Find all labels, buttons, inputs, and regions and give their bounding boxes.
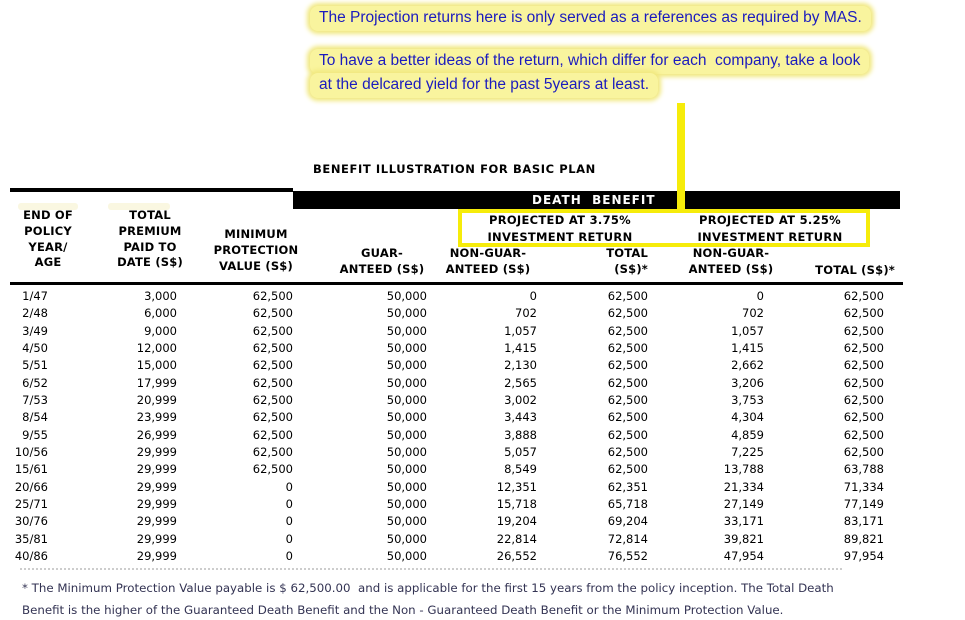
table-cell: 33,171 <box>723 514 764 529</box>
footnote-line-1: * The Minimum Protection Value payable is $ 62,500.00 and is applicable for the first 15 years from the policy inception. The Total Death <box>22 581 834 595</box>
header-bottom-rule <box>10 282 903 285</box>
table-cell: 62,500 <box>843 393 884 408</box>
header-line: ANTEED (S$) <box>688 261 774 276</box>
table-cell: 3,888 <box>504 427 537 442</box>
table-cell: 17,999 <box>136 375 177 390</box>
table-cell: 62,500 <box>252 462 293 477</box>
table-cell: 26,552 <box>496 549 537 564</box>
header-line: YEAR/ <box>28 239 68 254</box>
header-line: PAID TO <box>123 239 177 254</box>
table-row <box>0 288 884 305</box>
table-cell: 62,500 <box>252 289 293 303</box>
table-cell: 3,753 <box>731 393 764 408</box>
table-cell: 50,000 <box>386 358 427 373</box>
table-cell: 15,000 <box>136 358 177 373</box>
table-cell: 50,000 <box>386 445 427 460</box>
table-cell: 50,000 <box>386 531 427 546</box>
table-cell: 62,500 <box>607 341 648 356</box>
header-line: VALUE (S$) <box>219 258 293 273</box>
table-cell: 50,000 <box>386 289 427 303</box>
table-cell: 0 <box>285 549 293 564</box>
table-title: BENEFIT ILLUSTRATION FOR BASIC PLAN <box>313 162 596 176</box>
table-cell: 26,999 <box>136 427 177 442</box>
table-cell: 4/50 <box>22 341 48 356</box>
table-cell: 3,002 <box>504 393 537 408</box>
table-cell: 1,057 <box>731 323 764 338</box>
table-cell: 62,500 <box>607 323 648 338</box>
table-row <box>0 375 884 392</box>
header-line: TOTAL (S$)* <box>815 263 895 277</box>
table-cell: 3,000 <box>144 289 177 303</box>
table-cell: 0 <box>285 514 293 529</box>
table-cell: 89,821 <box>843 531 884 546</box>
table-cell: 7,225 <box>731 445 764 460</box>
projection-header-3-75-line2: INVESTMENT RETURN <box>487 229 633 244</box>
table-cell: 29,999 <box>136 479 177 494</box>
table-cell: 50,000 <box>386 462 427 477</box>
table-cell: 2,130 <box>504 358 537 373</box>
table-cell: 702 <box>742 306 764 321</box>
table-cell: 39,821 <box>723 531 764 546</box>
table-cell: 9,000 <box>144 323 177 338</box>
header-line: NON-GUAR- <box>449 246 527 260</box>
header-line: ANTEED (S$) <box>339 261 425 276</box>
table-cell: 65,718 <box>607 497 648 512</box>
table-cell: 76,552 <box>607 549 648 564</box>
table-cell: 0 <box>285 479 293 494</box>
table-cell: 12,000 <box>136 341 177 356</box>
table-cell: 97,954 <box>843 549 884 564</box>
table-cell: 35/81 <box>14 531 48 546</box>
table-row <box>0 531 884 548</box>
table-cell: 63,788 <box>843 462 884 477</box>
table-cell: 50,000 <box>386 479 427 494</box>
table-cell: 62,500 <box>607 358 648 373</box>
table-cell: 22,814 <box>496 531 537 546</box>
header-line: DATE (S$) <box>117 255 183 270</box>
annotation-line-1: The Projection returns here is only served as a references as required by MAS. <box>310 6 871 31</box>
table-cell: 20/66 <box>14 479 48 494</box>
table-cell: 62,500 <box>252 375 293 390</box>
table-cell: 29,999 <box>136 497 177 512</box>
annotation-line-2: To have a better ideas of the return, which differ for each company, take a look <box>310 49 869 74</box>
table-cell: 50,000 <box>386 514 427 529</box>
table-cell: 15/61 <box>14 462 48 477</box>
table-cell: 62,500 <box>843 427 884 442</box>
table-cell: 10/56 <box>14 445 48 460</box>
table-cell: 83,171 <box>843 514 884 529</box>
table-cell: 62,500 <box>252 341 293 356</box>
table-cell: 71,334 <box>843 479 884 494</box>
header-line: ANTEED (S$) <box>445 261 531 276</box>
table-cell: 50,000 <box>386 375 427 390</box>
column-header-minimum-protection-value <box>198 227 314 274</box>
projection-header-5-25-line1: PROJECTED AT 5.25% <box>698 213 842 227</box>
table-cell: 62,500 <box>607 393 648 408</box>
table-cell: 62,500 <box>843 410 884 425</box>
table-cell: 3,206 <box>731 375 764 390</box>
table-cell: 2/48 <box>22 306 48 321</box>
table-cell: 0 <box>529 289 537 303</box>
table-cell: 15,718 <box>496 497 537 512</box>
table-cell: 62,500 <box>607 375 648 390</box>
table-row <box>0 305 884 322</box>
table-cell: 62,500 <box>843 358 884 373</box>
projection-header-3-75-line1: PROJECTED AT 3.75% <box>488 213 632 227</box>
table-cell: 0 <box>285 497 293 512</box>
table-cell: 702 <box>515 306 537 321</box>
table-row <box>0 392 884 409</box>
header-line: GUAR- <box>361 246 403 260</box>
table-cell: 50,000 <box>386 427 427 442</box>
projection-header-5-25 <box>676 212 864 245</box>
table-cell: 62,500 <box>843 323 884 338</box>
table-cell: 50,000 <box>386 410 427 425</box>
annotation-line-3: at the delcared yield for the past 5years at least. <box>310 73 658 98</box>
table-cell: 62,500 <box>843 306 884 321</box>
table-cell: 50,000 <box>386 497 427 512</box>
footnote-line-2: Benefit is the higher of the Guaranteed Death Benefit and the Non - Guaranteed Death Benefit or the Minimum Protection Value. <box>22 603 784 617</box>
table-cell: 50,000 <box>386 306 427 321</box>
annotation-connector-line <box>677 103 685 213</box>
table-cell: 62,351 <box>607 479 648 494</box>
table-row <box>0 427 884 444</box>
table-row <box>0 444 884 461</box>
table-cell: 1,415 <box>504 341 537 356</box>
table-cell: 1,415 <box>731 341 764 356</box>
table-cell: 47,954 <box>723 549 764 564</box>
table-cell: 20,999 <box>136 393 177 408</box>
table-cell: 50,000 <box>386 341 427 356</box>
table-cell: 62,500 <box>252 427 293 442</box>
table-cell: 0 <box>756 289 764 303</box>
projection-header-5-25-line2: INVESTMENT RETURN <box>697 229 843 244</box>
table-cell: 8/54 <box>22 410 48 425</box>
table-row <box>0 461 884 478</box>
table-cell: 29,999 <box>136 549 177 564</box>
table-cell: 19,204 <box>496 514 537 529</box>
table-cell: 6/52 <box>22 375 48 390</box>
table-cell: 27,149 <box>723 497 764 512</box>
table-top-rule <box>10 188 293 192</box>
table-cell: 29,999 <box>136 531 177 546</box>
table-cell: 29,999 <box>136 462 177 477</box>
death-benefit-banner-label: DEATH BENEFIT <box>532 193 656 207</box>
table-cell: 62,500 <box>607 289 648 303</box>
table-cell: 40/86 <box>14 549 48 564</box>
table-cell: 50,000 <box>386 393 427 408</box>
column-header-guaranteed <box>328 246 436 278</box>
table-cell: 7/53 <box>22 393 48 408</box>
table-cell: 62,500 <box>843 341 884 356</box>
column-header-non-guaranteed-3-75 <box>434 246 542 278</box>
table-cell: 62,500 <box>607 445 648 460</box>
table-row <box>0 513 884 530</box>
table-cell: 1/47 <box>22 289 48 303</box>
table-cell: 62,500 <box>252 393 293 408</box>
table-row <box>0 323 884 340</box>
table-cell: 0 <box>285 531 293 546</box>
table-row <box>0 479 884 496</box>
table-cell: 62,500 <box>252 410 293 425</box>
table-cell: 50,000 <box>386 323 427 338</box>
table-cell: 2,565 <box>504 375 537 390</box>
table-cell: 62,500 <box>843 445 884 460</box>
table-cell: 62,500 <box>607 306 648 321</box>
table-body <box>0 288 884 566</box>
column-header-total-5-25 <box>793 263 895 279</box>
table-cell: 69,204 <box>607 514 648 529</box>
table-cell: 5,057 <box>504 445 537 460</box>
column-header-end-of-policy-year-age <box>12 208 84 271</box>
table-row <box>0 548 884 565</box>
table-cell: 62,500 <box>607 462 648 477</box>
table-cell: 62,500 <box>607 410 648 425</box>
table-cell: 62,500 <box>252 323 293 338</box>
table-cell: 4,859 <box>731 427 764 442</box>
table-cell: 62,500 <box>252 358 293 373</box>
table-cell: 62,500 <box>252 445 293 460</box>
header-line: PREMIUM <box>118 223 182 238</box>
death-benefit-banner <box>293 191 900 209</box>
column-header-total-3-75 <box>588 246 648 278</box>
table-cell: 3/49 <box>22 323 48 338</box>
header-line: AGE <box>34 255 62 270</box>
table-cell: 62,500 <box>252 306 293 321</box>
header-line: POLICY <box>24 223 72 238</box>
table-cell: 29,999 <box>136 514 177 529</box>
header-line: TOTAL <box>606 246 648 260</box>
table-cell: 77,149 <box>843 497 884 512</box>
header-line: PROTECTION <box>213 242 299 257</box>
footnote <box>22 577 922 620</box>
table-cell: 8,549 <box>504 462 537 477</box>
table-cell: 62,500 <box>607 427 648 442</box>
table-cell: 62,500 <box>843 375 884 390</box>
column-header-total-premium <box>98 208 202 271</box>
table-cell: 3,443 <box>504 410 537 425</box>
table-cell: 5/51 <box>22 358 48 373</box>
table-cell: 1,057 <box>504 323 537 338</box>
table-cell: 62,500 <box>843 289 884 303</box>
table-cell: 29,999 <box>136 445 177 460</box>
table-cell: 2,662 <box>731 358 764 373</box>
header-line: TOTAL <box>129 208 171 222</box>
header-line: MINIMUM <box>224 227 288 241</box>
table-cell: 13,788 <box>723 462 764 477</box>
table-cell: 21,334 <box>723 479 764 494</box>
table-cell: 23,999 <box>136 410 177 425</box>
header-line: NON-GUAR- <box>692 246 770 260</box>
table-cell: 6,000 <box>144 306 177 321</box>
table-cell: 4,304 <box>731 410 764 425</box>
table-cell: 25/71 <box>14 497 48 512</box>
table-row <box>0 496 884 513</box>
column-header-non-guaranteed-5-25 <box>677 246 785 278</box>
table-cell: 30/76 <box>14 514 48 529</box>
table-bottom-dotted-rule <box>20 568 842 570</box>
projection-header-3-75 <box>466 212 654 245</box>
table-row <box>0 357 884 374</box>
table-cell: 12,351 <box>496 479 537 494</box>
table-row <box>0 340 884 357</box>
table-row <box>0 409 884 426</box>
header-line: END OF <box>23 208 73 222</box>
header-line: (S$)* <box>614 261 648 276</box>
table-cell: 50,000 <box>386 549 427 564</box>
table-cell: 72,814 <box>607 531 648 546</box>
table-cell: 9/55 <box>22 427 48 442</box>
